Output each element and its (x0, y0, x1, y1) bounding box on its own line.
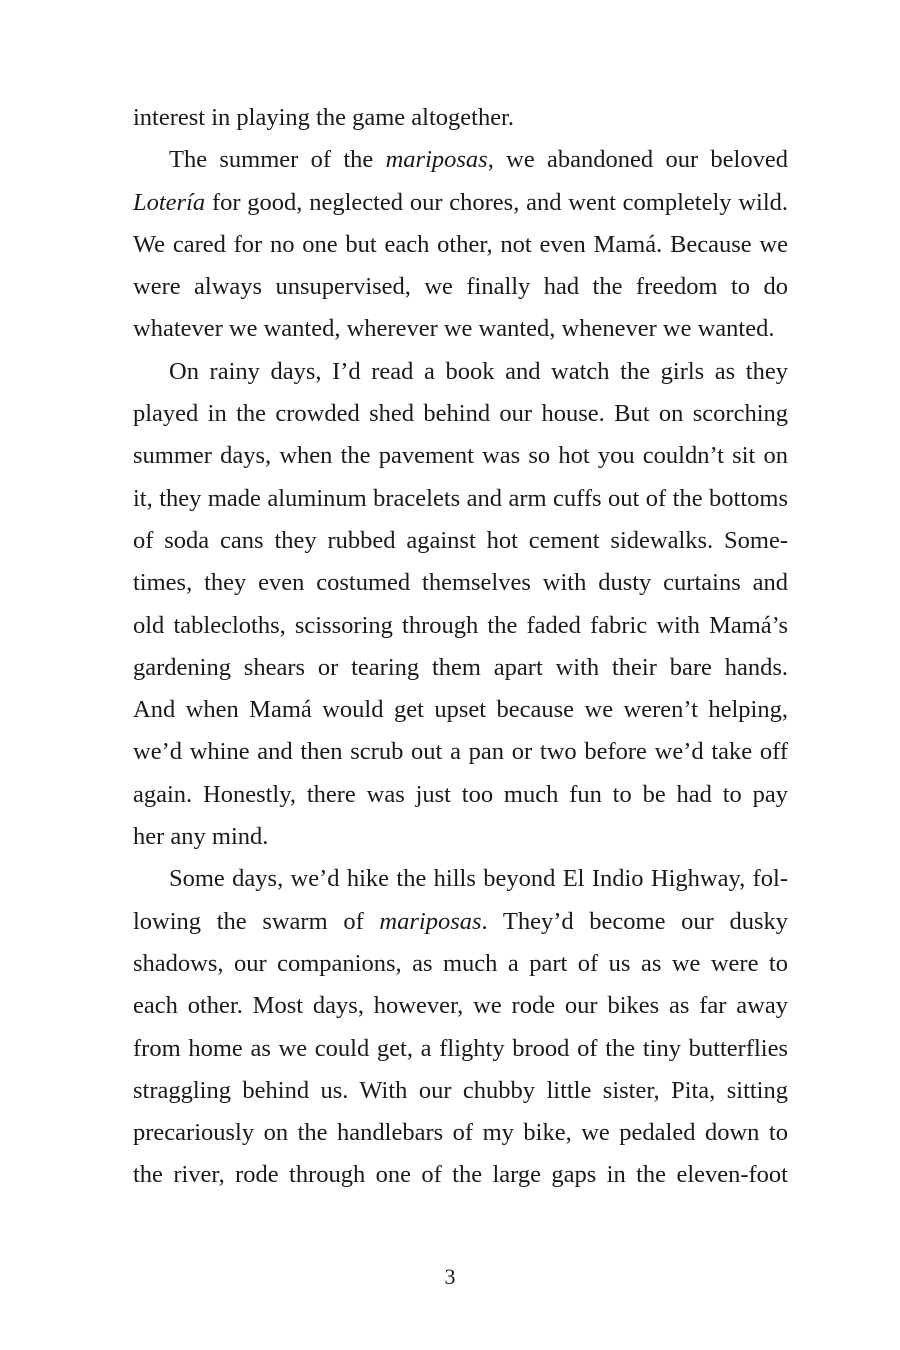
text-line (133, 1112, 788, 1154)
text-line (133, 1154, 788, 1196)
paragraph (133, 97, 788, 139)
text-run: And when Mamá would get upset because we weren’t helping, (133, 696, 788, 724)
text-run: gardening shears or tearing them apart with their bare hands. (133, 653, 788, 681)
text-run: it, they made aluminum bracelets and arm cuffs out of the bottoms (133, 484, 788, 512)
text-run: . They’d become our dusky (481, 907, 788, 935)
page-number: 3 (444, 1264, 456, 1289)
italic-text: Lotería (133, 188, 206, 216)
paragraph (133, 858, 788, 1196)
text-run: were always unsupervised, we finally had the freedom to do (133, 273, 788, 301)
text-line (133, 901, 788, 943)
text-run: her any mind. (133, 823, 269, 851)
paragraph (133, 139, 788, 350)
text-line (133, 858, 788, 900)
text-run: summer days, when the pavement was so hot you couldn’t sit on (133, 442, 788, 470)
text-run: shadows, our companions, as much a part of us as we were to (133, 949, 788, 977)
text-line (133, 985, 788, 1027)
text-run: played in the crowded shed behind our house. But on scorching (133, 400, 788, 428)
text-line (133, 224, 788, 266)
text-line (133, 689, 788, 731)
text-line (133, 435, 788, 477)
text-run: old tablecloths, scissoring through the faded fabric with Mamá’s (133, 611, 788, 639)
text-line (133, 351, 788, 393)
italic-text: mariposas (379, 907, 482, 935)
text-line (133, 731, 788, 773)
text-line (133, 647, 788, 689)
text-run: for good, neglected our chores, and went completely wild. (205, 188, 788, 216)
text-run: from home as we could get, a flighty brood of the tiny butterflies (133, 1034, 788, 1062)
text-run: We cared for no one but each other, not even Mamá. Because we (133, 230, 788, 258)
text-line (133, 520, 788, 562)
text-line (133, 308, 788, 350)
text-line (133, 393, 788, 435)
paragraph (133, 351, 788, 859)
text-run: we’d whine and then scrub out a pan or two before we’d take off (133, 738, 788, 766)
text-run: straggling behind us. With our chubby little sister, Pita, sitting (133, 1076, 788, 1104)
text-run: On rainy days, I’d read a book and watch the girls as they (169, 357, 788, 385)
italic-text: mariposas (385, 146, 488, 174)
text-line (133, 139, 788, 181)
text-line (133, 97, 788, 139)
text-run: , we abandoned our beloved (487, 146, 788, 174)
text-line (133, 1070, 788, 1112)
text-run: precariously on the handlebars of my bike, we pedaled down to (133, 1119, 788, 1147)
text-run: of soda cans they rubbed against hot cement sidewalks. Some- (133, 526, 788, 554)
text-run: again. Honestly, there was just too much fun to be had to pay (133, 780, 788, 808)
text-run: interest in playing the game altogether. (133, 104, 514, 131)
body-text (133, 97, 788, 1197)
text-line (133, 1028, 788, 1070)
text-run: each other. Most days, however, we rode our bikes as far away (133, 992, 788, 1020)
text-run: whatever we wanted, wherever we wanted, whenever we wanted. (133, 315, 775, 343)
text-run: lowing the swarm of (133, 907, 380, 935)
text-run: The summer of the (169, 146, 386, 174)
text-line (133, 266, 788, 308)
text-line (133, 182, 788, 224)
text-run: times, they even costumed themselves with dusty curtains and (133, 569, 788, 597)
text-line (133, 562, 788, 604)
text-line (133, 478, 788, 520)
text-run: Some days, we’d hike the hills beyond El Indio Highway, fol- (169, 865, 788, 893)
text-line (133, 774, 788, 816)
text-line (133, 605, 788, 647)
text-run: the river, rode through one of the large gaps in the eleven-foot (133, 1161, 788, 1189)
text-line (133, 816, 788, 858)
text-line (133, 943, 788, 985)
